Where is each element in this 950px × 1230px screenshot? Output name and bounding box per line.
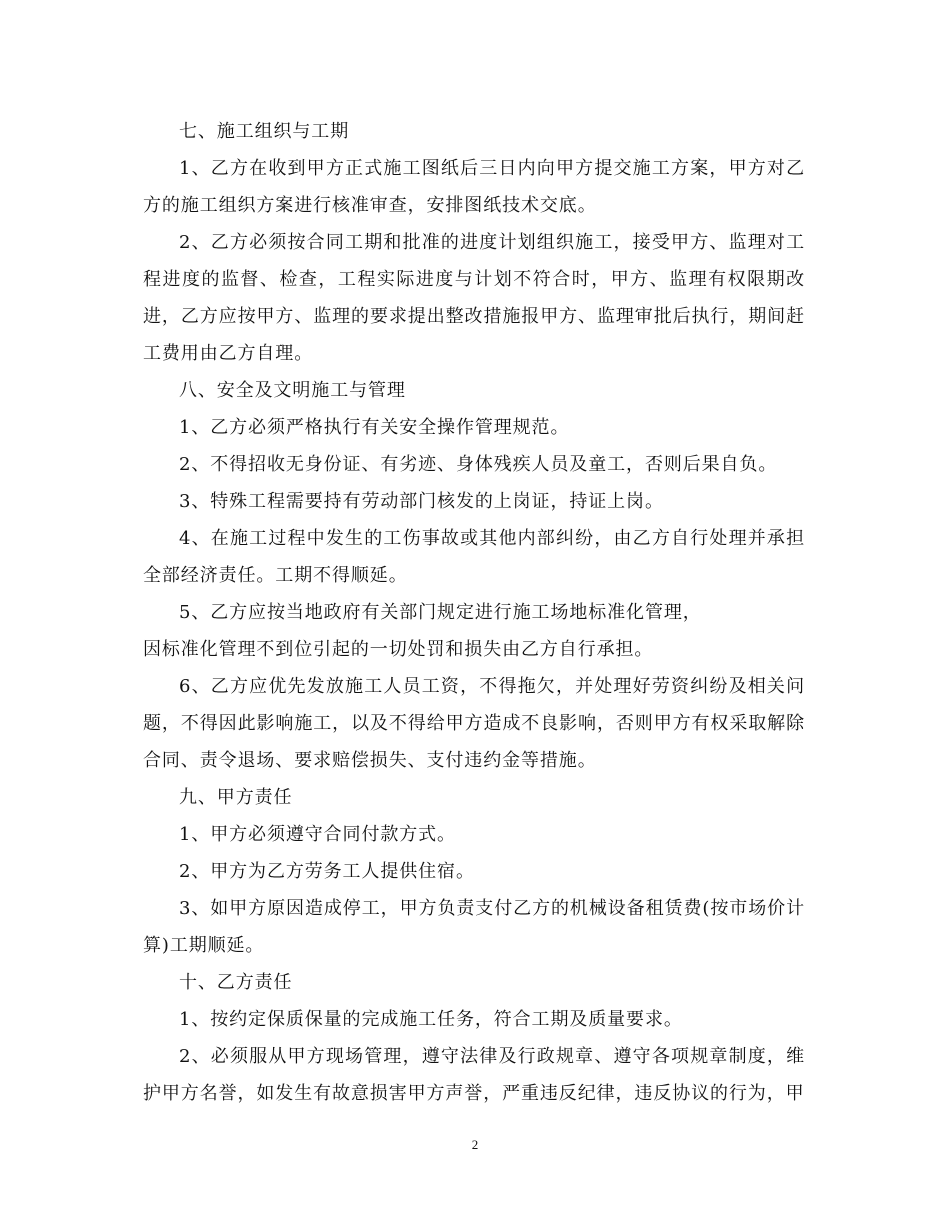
clause-paragraph: 3、如甲方原因造成停工，甲方负责支付乙方的机械设备租赁费(按市场价计算)工期顺延。 [143, 898, 805, 956]
clause-paragraph: 2、甲方为乙方劳务工人提供住宿。 [179, 861, 475, 882]
clause-paragraph: 2、必须服从甲方现场管理，遵守法律及行政规章、遵守各项规章制度，维护甲方名誉，如发生有故意损害甲方声誉，严重违反纪律，违反协议的行为，甲 [143, 1046, 805, 1104]
clause-paragraph: 1、乙方在收到甲方正式施工图纸后三日内向甲方提交施工方案，甲方对乙方的施工组织方案进行核准审查，安排图纸技术交底。 [143, 158, 805, 216]
section-heading: 八、安全及文明施工与管理 [179, 380, 406, 401]
section-heading: 十、乙方责任 [179, 972, 293, 993]
clause-paragraph: 1、乙方必须严格执行有关安全操作管理规范。 [179, 417, 570, 438]
clause-paragraph: 5、乙方应按当地政府有关部门规定进行施工场地标准化管理， [179, 602, 702, 623]
clause-paragraph: 3、特殊工程需要持有劳动部门核发的上岗证，持证上岗。 [179, 491, 664, 512]
clause-paragraph: 2、不得招收无身份证、有劣迹、身体残疾人员及童工，否则后果自负。 [179, 454, 778, 475]
section-heading: 九、甲方责任 [179, 787, 293, 808]
clause-paragraph: 1、按约定保质保量的完成施工任务，符合工期及质量要求。 [179, 1009, 683, 1030]
clause-paragraph: 4、在施工过程中发生的工伤事故或其他内部纠纷，由乙方自行处理并承担全部经济责任。工期不得顺延。 [143, 528, 805, 586]
clause-paragraph: 2、乙方必须按合同工期和批准的进度计划组织施工，接受甲方、监理对工程进度的监督、检查，工程实际进度与计划不符合时，甲方、监理有权限期改进，乙方应按甲方、监理的要求提出整改措施报甲方、监理审批后执行，期间赶工费用由乙方自理。 [143, 232, 805, 364]
clause-paragraph: 因标准化管理不到位引起的一切处罚和损失由乙方自行承担。 [143, 639, 654, 660]
section-heading: 七、施工组织与工期 [179, 121, 350, 142]
clause-paragraph: 6、乙方应优先发放施工人员工资，不得拖欠，并处理好劳资纠纷及相关问题，不得因此影响施工，以及不得给甲方造成不良影响，否则甲方有权采取解除合同、责令退场、要求赔偿损失、支付违约金等措施。 [143, 676, 805, 771]
document-body [143, 113, 805, 1112]
page-number: 2 [471, 1137, 479, 1152]
clause-paragraph: 1、甲方必须遵守合同付款方式。 [179, 824, 456, 845]
